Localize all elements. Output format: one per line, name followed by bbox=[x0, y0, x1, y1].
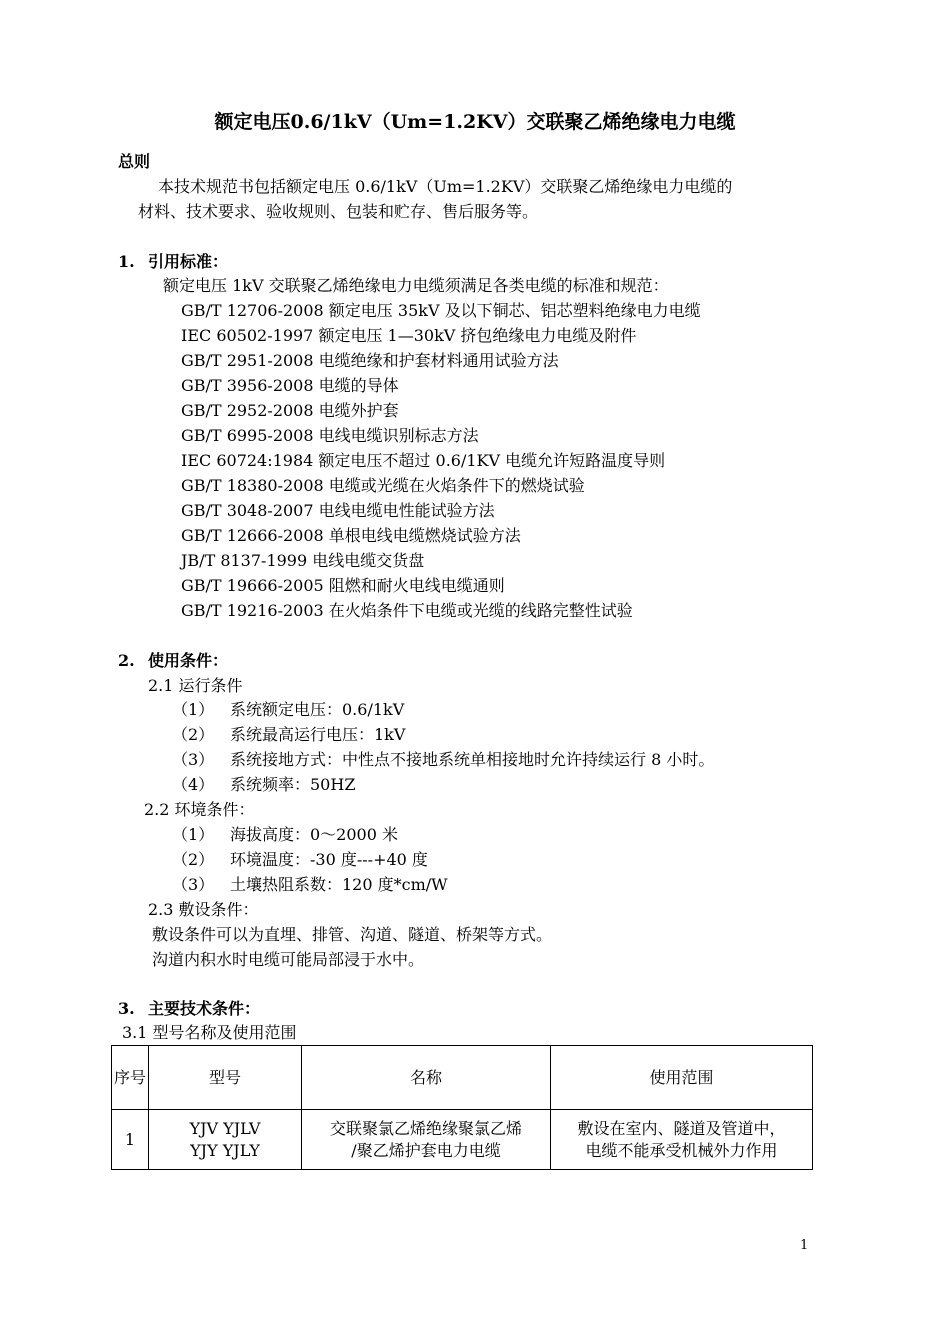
cell-scope bbox=[551, 1110, 813, 1170]
model-table bbox=[111, 1045, 813, 1170]
document-title: 额定电压0.6/1kV（Um=1.2KV）交联聚乙烯绝缘电力电缆 bbox=[214, 111, 736, 133]
section2-number: 2. bbox=[118, 651, 135, 670]
section1-heading: 引用标准： bbox=[148, 252, 229, 271]
environment-item bbox=[172, 875, 448, 895]
subsection-2-2-heading: 2.2 环境条件： bbox=[144, 800, 255, 819]
standard-item: GB/T 6995-2008 电线电缆识别标志方法 bbox=[181, 426, 479, 445]
item-text: 系统额定电压：0.6/1kV bbox=[230, 700, 405, 719]
general-line-1: 本技术规范书包括额定电压 0.6/1kV（Um=1.2KV）交联聚乙烯绝缘电力电缆的 bbox=[158, 177, 733, 196]
laying-line-1: 敷设条件可以为直埋、排管、沟道、隧道、桥架等方式。 bbox=[152, 925, 553, 944]
condition-item bbox=[172, 700, 404, 720]
standard-item: GB/T 3048-2007 电线电缆电性能试验方法 bbox=[181, 501, 495, 520]
item-number: （2） bbox=[172, 725, 215, 744]
item-number: （3） bbox=[172, 750, 215, 769]
model-line-1: YJV YJLV bbox=[189, 1118, 261, 1138]
standard-item: GB/T 19216-2003 在火焰条件下电缆或光缆的线路完整性试验 bbox=[181, 601, 633, 620]
name-line-2: /聚乙烯护套电力电缆 bbox=[351, 1140, 501, 1160]
scope-line-2: 电缆不能承受机械外力作用 bbox=[585, 1140, 778, 1160]
subsection-3-1-heading: 3.1 型号名称及使用范围 bbox=[122, 1023, 297, 1042]
section2-header bbox=[118, 651, 228, 671]
scope-line-1: 敷设在室内、隧道及管道中， bbox=[577, 1118, 786, 1138]
standard-item: GB/T 12666-2008 单根电线电缆燃烧试验方法 bbox=[181, 526, 521, 545]
condition-item bbox=[172, 750, 714, 770]
subsection-2-1-heading: 2.1 运行条件 bbox=[148, 676, 243, 695]
section3-header bbox=[118, 999, 260, 1019]
standard-item: GB/T 2952-2008 电缆外护套 bbox=[181, 401, 399, 420]
item-text: 系统最高运行电压：1kV bbox=[230, 725, 406, 744]
table-header-row bbox=[112, 1046, 813, 1110]
subsection-2-3-heading: 2.3 敷设条件： bbox=[148, 900, 259, 919]
item-number: （1） bbox=[172, 825, 215, 844]
name-line-1: 交联聚氯乙烯绝缘聚氯乙烯 bbox=[329, 1118, 522, 1138]
condition-item bbox=[172, 725, 405, 745]
header-name: 名称 bbox=[302, 1046, 551, 1110]
standard-item: IEC 60502-1997 额定电压 1—30kV 挤包绝缘电力电缆及附件 bbox=[181, 326, 637, 345]
model-line-2: YJY YJLY bbox=[190, 1140, 260, 1160]
section3-number: 3. bbox=[118, 999, 135, 1018]
section3-heading: 主要技术条件： bbox=[148, 999, 261, 1018]
cell-model bbox=[149, 1110, 302, 1170]
item-number: （3） bbox=[172, 875, 215, 894]
general-heading: 总则 bbox=[118, 152, 151, 171]
item-text: 系统频率：50HZ bbox=[230, 775, 356, 794]
environment-item bbox=[172, 825, 398, 845]
cell-seq: 1 bbox=[112, 1110, 149, 1170]
table-row bbox=[112, 1110, 813, 1170]
general-line-2: 材料、技术要求、验收规则、包装和贮存、售后服务等。 bbox=[138, 202, 539, 221]
item-text: 海拔高度：0～2000 米 bbox=[230, 825, 398, 844]
standard-item: GB/T 2951-2008 电缆绝缘和护套材料通用试验方法 bbox=[181, 351, 559, 370]
standard-item: JB/T 8137-1999 电线电缆交货盘 bbox=[181, 551, 425, 570]
standard-item: GB/T 12706-2008 额定电压 35kV 及以下铜芯、铝芯塑料绝缘电力电缆 bbox=[181, 301, 701, 320]
header-seq: 序号 bbox=[112, 1046, 149, 1110]
laying-line-2: 沟道内积水时电缆可能局部浸于水中。 bbox=[152, 950, 425, 969]
section1-header bbox=[118, 252, 228, 272]
item-text: 环境温度：-30 度---+40 度 bbox=[230, 850, 428, 869]
section2-heading: 使用条件： bbox=[148, 651, 229, 670]
item-number: （2） bbox=[172, 850, 215, 869]
standard-item: GB/T 3956-2008 电缆的导体 bbox=[181, 376, 399, 395]
item-number: （4） bbox=[172, 775, 215, 794]
condition-item bbox=[172, 775, 355, 795]
section1-intro: 额定电压 1kV 交联聚乙烯绝缘电力电缆须满足各类电缆的标准和规范： bbox=[163, 276, 669, 295]
page-number: 1 bbox=[800, 1238, 809, 1253]
header-scope: 使用范围 bbox=[551, 1046, 813, 1110]
item-number: （1） bbox=[172, 700, 215, 719]
standard-item: GB/T 19666-2005 阻燃和耐火电线电缆通则 bbox=[181, 576, 505, 595]
standard-item: IEC 60724:1984 额定电压不超过 0.6/1KV 电缆允许短路温度导则 bbox=[181, 451, 666, 470]
standard-item: GB/T 18380-2008 电缆或光缆在火焰条件下的燃烧试验 bbox=[181, 476, 585, 495]
header-model: 型号 bbox=[149, 1046, 302, 1110]
cell-name bbox=[302, 1110, 551, 1170]
environment-item bbox=[172, 850, 428, 870]
section1-number: 1. bbox=[118, 252, 135, 271]
item-text: 土壤热阻系数：120 度*cm/W bbox=[230, 875, 448, 894]
item-text: 系统接地方式：中性点不接地系统单相接地时允许持续运行 8 小时。 bbox=[230, 750, 715, 769]
